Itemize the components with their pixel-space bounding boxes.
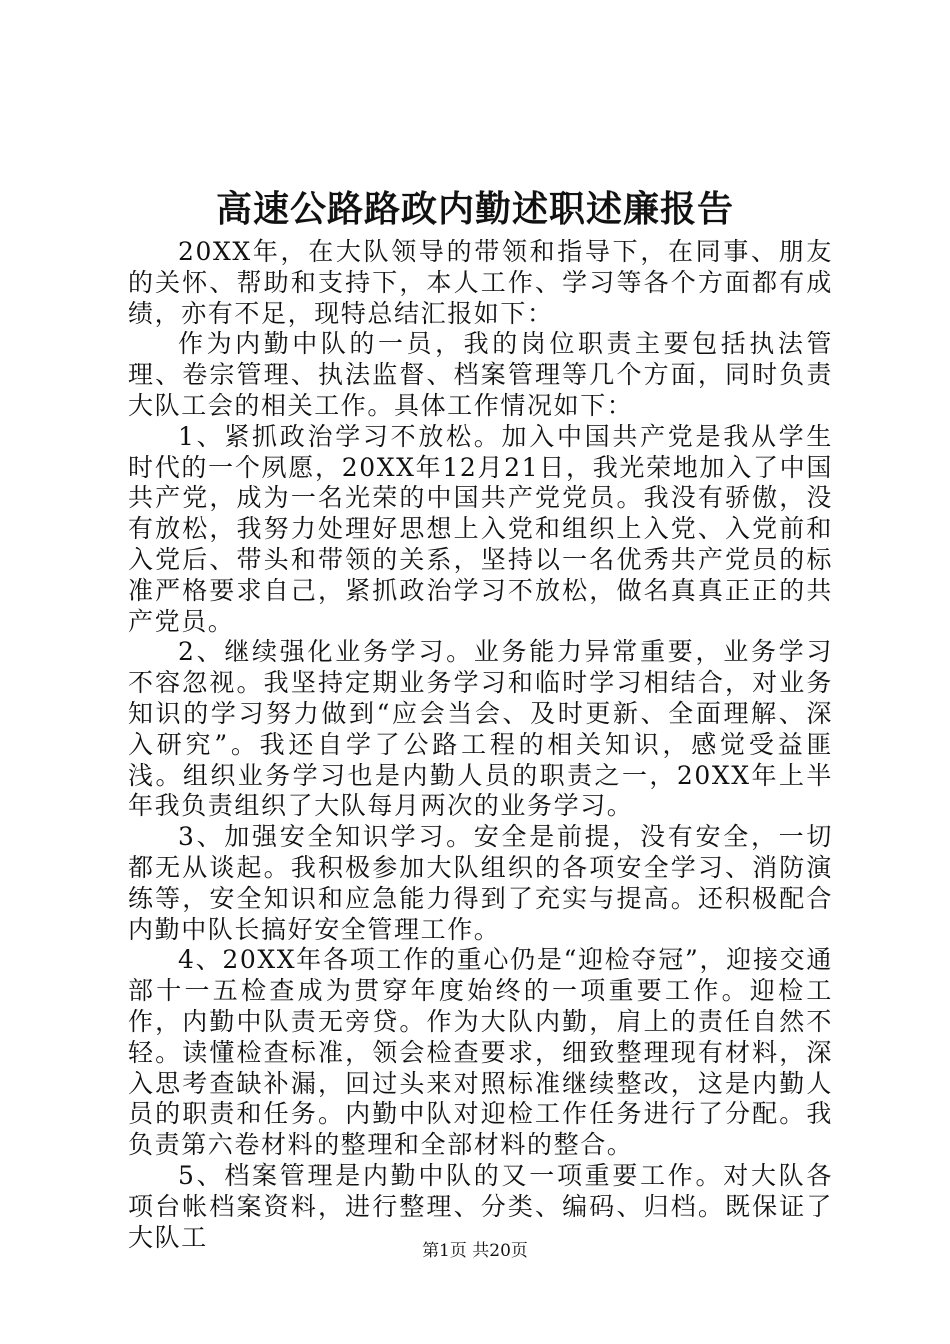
- paragraph-intro: 20XX年，在大队领导的带领和指导下，在同事、朋友的关怀、帮助和支持下，本人工作、学习等各个方面都有成绩，亦有不足，现特总结汇报如下：: [128, 237, 833, 328]
- paragraph-item-5: 5、档案管理是内勤中队的又一项重要工作。对大队各项台帐档案资料，进行整理、分类、编码、归档。既保证了大队工: [128, 1160, 833, 1252]
- document-title: 高速公路路政内勤述职述廉报告: [215, 188, 734, 230]
- paragraph-duties: 作为内勤中队的一员，我的岗位职责主要包括执法管理、卷宗管理、执法监督、档案管理等几个方面，同时负责大队工会的相关工作。具体工作情况如下：: [128, 329, 833, 420]
- paragraph-item-2: 2、继续强化业务学习。业务能力异常重要，业务学习不容忽视。我坚持定期业务学习和临时学习相结合，对业务知识的学习努力做到“应会当会、及时更新、全面理解、深入研究”。我还自学了公路工程的相关知识，感觉受益匪浅。组织业务学习也是内勤人员的职责之一，20XX年上半年我负责组织了大队每月两次的业务学习。: [128, 637, 833, 821]
- paragraph-item-1: 1、紧抓政治学习不放松。加入中国共产党是我从学生时代的一个夙愿，20XX年12月21日，我光荣地加入了中国共产党，成为一名光荣的中国共产党党员。我没有骄傲，没有放松，我努力处理好思想上入党和组织上入党、入党前和入党后、带头和带领的关系，坚持以一名优秀共产党员的标准严格要求自己，紧抓政治学习不放松，做名真真正正的共产党员。: [128, 421, 833, 636]
- page-footer: 第1页 共20页: [422, 1241, 528, 1261]
- document-body: [128, 237, 833, 1253]
- paragraph-item-4: 4、20XX年各项工作的重心仍是“迎检夺冠”，迎接交通部十一五检查成为贯穿年度始终的一项重要工作。迎检工作，内勤中队责无旁贷。作为大队内勤，肩上的责任自然不轻。读懂检查标准，领会检查要求，细致整理现有材料，深入思考查缺补漏，回过头来对照标准继续整改，这是内勤人员的职责和任务。内勤中队对迎检工作任务进行了分配。我负责第六卷材料的整理和全部材料的整合。: [128, 945, 833, 1160]
- paragraph-item-3: 3、加强安全知识学习。安全是前提，没有安全，一切都无从谈起。我积极参加大队组织的各项安全学习、消防演练等，安全知识和应急能力得到了充实与提高。还积极配合内勤中队长搞好安全管理工作。: [128, 822, 833, 944]
